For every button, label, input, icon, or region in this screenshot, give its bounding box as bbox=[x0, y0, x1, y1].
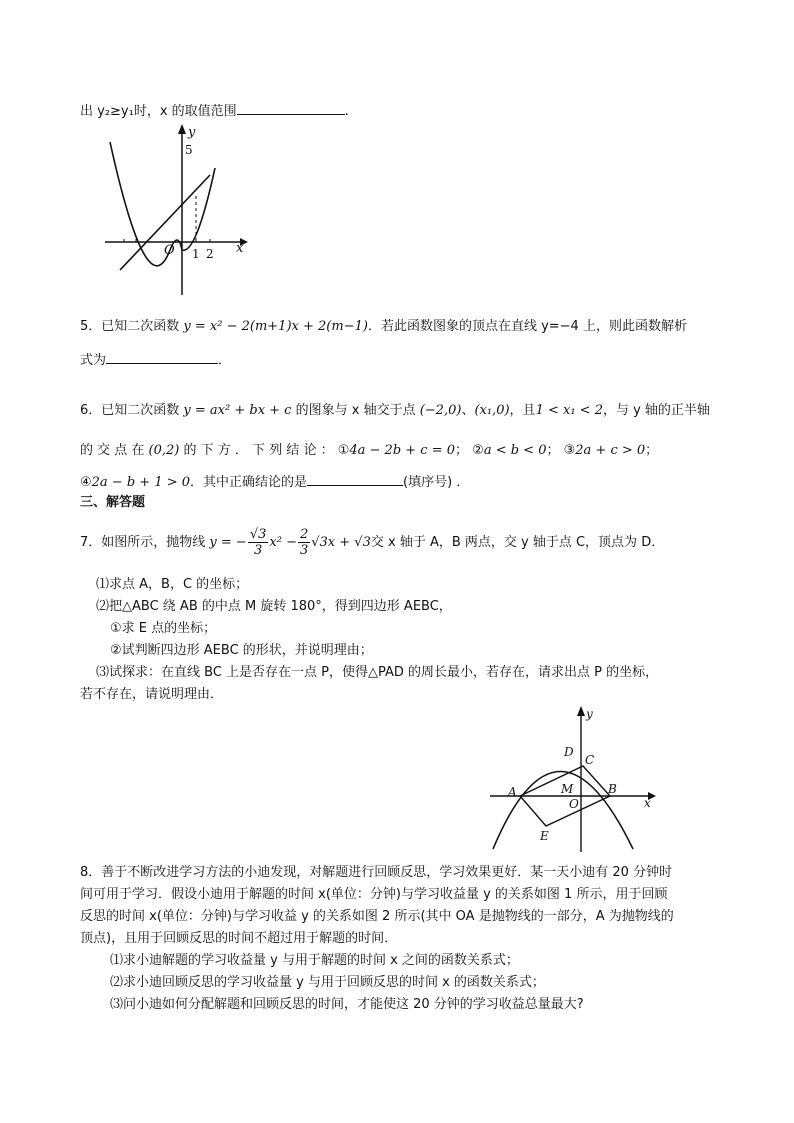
q6-c4: 2a − b + 1 > 0 bbox=[91, 475, 191, 490]
q7-mid: √3x + √3 bbox=[311, 535, 371, 550]
graph1-y-arrow bbox=[178, 124, 186, 134]
graph2-label-a: A bbox=[508, 785, 517, 799]
q6-l1d: ，且 bbox=[509, 403, 536, 418]
q7-rest: 交 x 轴于 A，B 两点，交 y 轴于点 C，顶点为 D． bbox=[370, 535, 665, 550]
q5-rest: ．若此函数图象的顶点在直线 y=−4 上，则此函数解析 bbox=[367, 319, 687, 334]
q6-l1ineq: 1 < x₁ < 2 bbox=[535, 403, 603, 418]
q6-sep2: ； ③ bbox=[546, 443, 576, 458]
graph1-label-y: y bbox=[188, 125, 196, 140]
q5-line2-text: 式为 bbox=[80, 353, 107, 368]
graph1-label-2: 2 bbox=[206, 247, 214, 261]
graph-2 bbox=[488, 704, 668, 854]
q7-p2b: ②试判断四边形 AEBC 的形状，并说明理由； bbox=[110, 643, 373, 658]
graph1-label-o: O bbox=[164, 243, 175, 258]
q7-yeq: y = − bbox=[209, 535, 247, 550]
q4-answer-blank[interactable] bbox=[237, 101, 345, 115]
q7-frac1 bbox=[248, 527, 269, 558]
q7-p2a: ①求 E 点的坐标； bbox=[110, 621, 217, 636]
graph2-label-d: D bbox=[564, 745, 574, 759]
q5-end: ． bbox=[218, 353, 232, 368]
q6-l1c: 、 bbox=[461, 403, 475, 418]
q6-l1f: y = ax² + bx + c bbox=[183, 403, 292, 418]
q8-l2: 间可用于学习．假设小迪用于解题的时间 x(单位：分钟)与学习收益量 y 的关系如图 1 所示，用于回顾 bbox=[80, 887, 668, 902]
q6-l3b: ．其中正确结论的是 bbox=[190, 475, 308, 490]
q6-line3 bbox=[80, 472, 469, 492]
q8-l4: 顶点)，且用于回顾反思的时间不超过用于解题的时间． bbox=[80, 931, 398, 946]
q5-answer-blank[interactable] bbox=[106, 350, 218, 364]
graph2-label-e: E bbox=[540, 829, 549, 843]
q7-line1 bbox=[80, 526, 664, 560]
graph2-label-y: y bbox=[586, 707, 593, 721]
q6-l2end: ； bbox=[645, 443, 659, 458]
q6-l1a: 6．已知二次函数 bbox=[80, 403, 180, 418]
q7-p1: ⑴求点 A，B，C 的坐标； bbox=[96, 577, 249, 592]
graph2-y-arrow bbox=[577, 706, 585, 716]
graph2-label-m: M bbox=[561, 782, 574, 796]
q4-tail bbox=[80, 101, 349, 121]
q4-tail-end: . bbox=[344, 104, 349, 119]
q6-c1: 4a − 2b + c = 0 bbox=[349, 443, 456, 458]
q7-p3b: 若不存在，请说明理由． bbox=[80, 687, 224, 702]
q4-tail-text: 出 y₂≥y₁时，x 的取值范围 bbox=[80, 104, 237, 119]
q7-p2: ⑵把△ABC 绕 AB 的中点 M 旋转 180°，得到四边形 AEBC， bbox=[96, 599, 452, 614]
q6-l2a: 的 交 点 在 bbox=[80, 443, 145, 458]
q6-l1p1: (−2,0) bbox=[419, 403, 462, 418]
q7-p3: ⑶试探求：在直线 BC 上是否存在一点 P，使得△PAD 的周长最小，若存在，请求出点 P 的坐标， bbox=[96, 665, 659, 680]
q6-sep1: ； ② bbox=[455, 443, 484, 458]
q6-l2p: (0,2) bbox=[148, 443, 180, 458]
graph2-label-b: B bbox=[608, 782, 617, 796]
q8-p1: ⑴求小迪解题的学习收益量 y 与用于解题的时间 x 之间的函数关系式； bbox=[110, 953, 519, 968]
q6-line1 bbox=[80, 402, 710, 420]
q6-l3c: (填序号) ． bbox=[403, 475, 470, 490]
q7-frac1-num: √3 bbox=[249, 527, 267, 542]
q6-l1p2: (x₁,0) bbox=[474, 403, 510, 418]
q8-l1: 8．善于不断改进学习方法的小迪发现，对解题进行回顾反思，学习效果更好．某一天小迪有 20 分钟时 bbox=[80, 865, 673, 880]
q8-p3: ⑶问小迪如何分配解题和回顾反思的时间，才能使这 20 分钟的学习收益总量最大? bbox=[110, 997, 584, 1012]
q7-frac2-den: 3 bbox=[299, 543, 309, 558]
q6-l3a: ④ bbox=[80, 475, 92, 490]
q7-frac2 bbox=[298, 527, 310, 558]
graph-1 bbox=[100, 120, 260, 300]
graph1-label-x: x bbox=[236, 241, 244, 256]
q6-answer-blank[interactable] bbox=[307, 472, 403, 486]
q5-num: 5．已知二次函数 bbox=[80, 319, 180, 334]
q5-line2 bbox=[80, 350, 231, 370]
section-3-heading: 三、解答题 bbox=[80, 495, 146, 510]
q8-p2: ⑵求小迪回顾反思的学习收益量 y 与用于回顾反思的时间 x 的函数关系式； bbox=[110, 975, 545, 990]
graph2-label-c: C bbox=[585, 753, 595, 767]
q7-x2: x² − bbox=[269, 535, 297, 550]
q7-num: 7．如图所示，抛物线 bbox=[80, 535, 206, 550]
q6-l1b: 的图象与 x 轴交于点 bbox=[295, 403, 416, 418]
graph2-label-o: O bbox=[569, 797, 579, 811]
graph1-label-5: 5 bbox=[185, 143, 193, 157]
q5-formula: y = x² − 2(m+1)x + 2(m−1) bbox=[183, 319, 368, 334]
q6-c2: a < b < 0 bbox=[483, 443, 547, 458]
graph2-label-x: x bbox=[644, 796, 651, 810]
q7-frac2-num: 2 bbox=[299, 527, 309, 542]
q6-c3: 2a + c > 0 bbox=[575, 443, 646, 458]
q6-line2 bbox=[80, 442, 658, 460]
q6-l1e: ，与 y 轴的正半轴 bbox=[602, 403, 710, 418]
q6-l2b: 的 下 方 ． 下 列 结 论 ： ① bbox=[183, 443, 350, 458]
q8-l3: 反思的时间 x(单位：分钟)与学习收益 y 的关系如图 2 所示(其中 OA 是抛物线的一部分，A 为抛物线的 bbox=[80, 909, 674, 924]
graph1-label-1: 1 bbox=[192, 247, 200, 261]
q7-frac1-den: 3 bbox=[253, 543, 263, 558]
q5-line1 bbox=[80, 318, 687, 336]
